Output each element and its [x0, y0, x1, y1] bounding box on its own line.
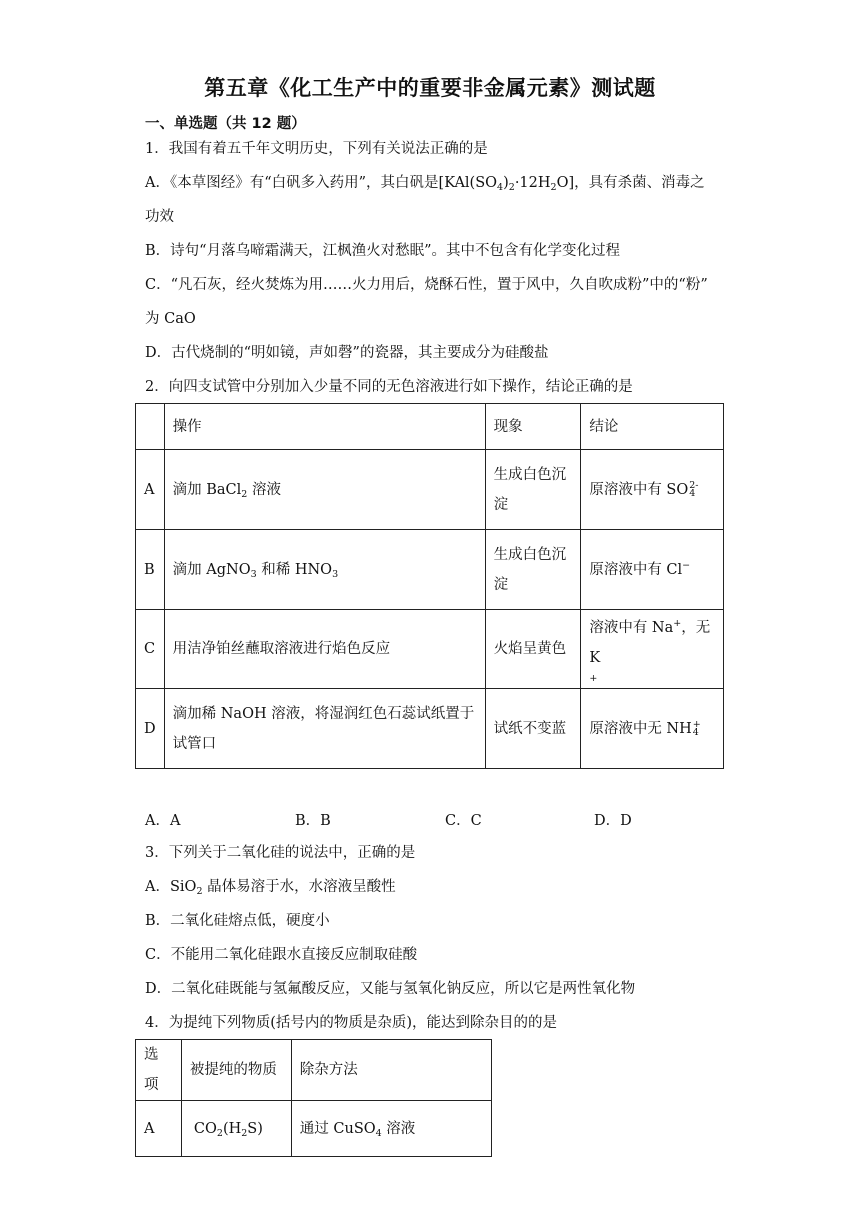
page-title: 第五章《化工生产中的重要非金属元素》测试题: [204, 76, 656, 100]
table-row: [136, 689, 724, 769]
substance-cell: $CO_2(H_2S)$: [181, 1101, 291, 1157]
section-heading: 一、单选题（共 12 题）: [145, 116, 306, 132]
q2-option-b: B．B: [295, 813, 331, 829]
header-cell: 现象: [485, 404, 581, 450]
header-cell: [136, 404, 165, 450]
q1-option-c: C．“凡石灰，经火焚炼为用……火力用后，烧酥石性，置于风中，久自吹成粉”中的“粉”: [145, 277, 708, 293]
header-cell: 除杂方法: [291, 1040, 491, 1101]
table-row: [136, 610, 724, 689]
phenomenon-cell: 生成白色沉 淀: [485, 450, 581, 530]
operation-cell: 滴加稀 NaOH 溶液，将湿润红色石蕊试纸置于 试管口: [164, 689, 485, 769]
q2-table: [135, 403, 724, 769]
phenomenon-cell: 火焰呈黄色: [485, 610, 581, 689]
table-row: [136, 450, 724, 530]
q1-option-b: B．诗句“月落乌啼霜满天，江枫渔火对愁眠”。其中不包含有化学变化过程: [145, 243, 620, 259]
q3-option-a: A．SiO$_2$ 晶体易溶于水，水溶液呈酸性: [145, 879, 396, 897]
row-key: A: [136, 1101, 182, 1157]
row-key: C: [136, 610, 165, 689]
q4-table-header: [136, 1040, 492, 1101]
row-key: A: [136, 450, 165, 530]
q4-stem: 4．为提纯下列物质(括号内的物质是杂质)，能达到除杂目的的是: [145, 1015, 558, 1031]
row-key: D: [136, 689, 165, 769]
header-cell: 结论: [581, 404, 724, 450]
header-cell: 操作: [164, 404, 485, 450]
q1-option-d: D．古代烧制的“明如镜，声如磬”的瓷器，其主要成分为硅酸盐: [145, 345, 549, 361]
q3-option-b: B．二氧化硅熔点低，硬度小: [145, 913, 330, 929]
q1-option-c-cont: 为 CaO: [145, 311, 196, 327]
q1-stem: 1．我国有着五千年文明历史，下列有关说法正确的是: [145, 141, 488, 157]
q2-option-c: C．C: [445, 813, 482, 829]
q3-stem: 3．下列关于二氧化硅的说法中，正确的是: [145, 845, 416, 861]
operation-cell: 滴加 AgNO$_3$ 和稀 $HNO_3$: [164, 530, 485, 610]
conclusion-cell: 原溶液中无 NH + 4: [581, 689, 724, 769]
q2-stem: 2．向四支试管中分别加入少量不同的无色溶液进行如下操作，结论正确的是: [145, 379, 633, 395]
table-row: [136, 530, 724, 610]
q2-option-d: D．D: [594, 813, 632, 829]
q2-table-header: [136, 404, 724, 450]
q3-option-d: D．二氧化硅既能与氢氟酸反应，又能与氢氧化钠反应，所以它是两性氧化物: [145, 981, 636, 997]
header-cell: 被提纯的物质: [181, 1040, 291, 1101]
phenomenon-cell: 生成白色沉 淀: [485, 530, 581, 610]
phenomenon-cell: 试纸不变蓝: [485, 689, 581, 769]
q2-option-a: A．A: [145, 813, 181, 829]
q3-option-c: C．不能用二氧化硅跟水直接反应制取硅酸: [145, 947, 418, 963]
header-cell: 选项: [136, 1040, 182, 1101]
q1-option-a-cont: 功效: [145, 209, 174, 225]
row-key: B: [136, 530, 165, 610]
conclusion-cell: 原溶液中有 SO 2- 4: [581, 450, 724, 530]
operation-cell: 滴加 BaCl$_2$ 溶液: [164, 450, 485, 530]
conclusion-cell: 溶液中有 Na+，无 K +: [581, 610, 724, 689]
method-cell: 通过 CuSO$_4$ 溶液: [291, 1101, 491, 1157]
q1-option-a: A．《本草图经》有“白矾多入药用”，其白矾是$[KAl(SO_4)_2\cdot 12H_2O]$，具有杀菌、消毒之: [145, 175, 705, 193]
conclusion-cell: 原溶液中有 Cl−: [581, 530, 724, 610]
operation-cell: 用洁净铂丝蘸取溶液进行焰色反应: [164, 610, 485, 689]
q4-table: [135, 1039, 492, 1157]
table-row: [136, 1101, 492, 1157]
